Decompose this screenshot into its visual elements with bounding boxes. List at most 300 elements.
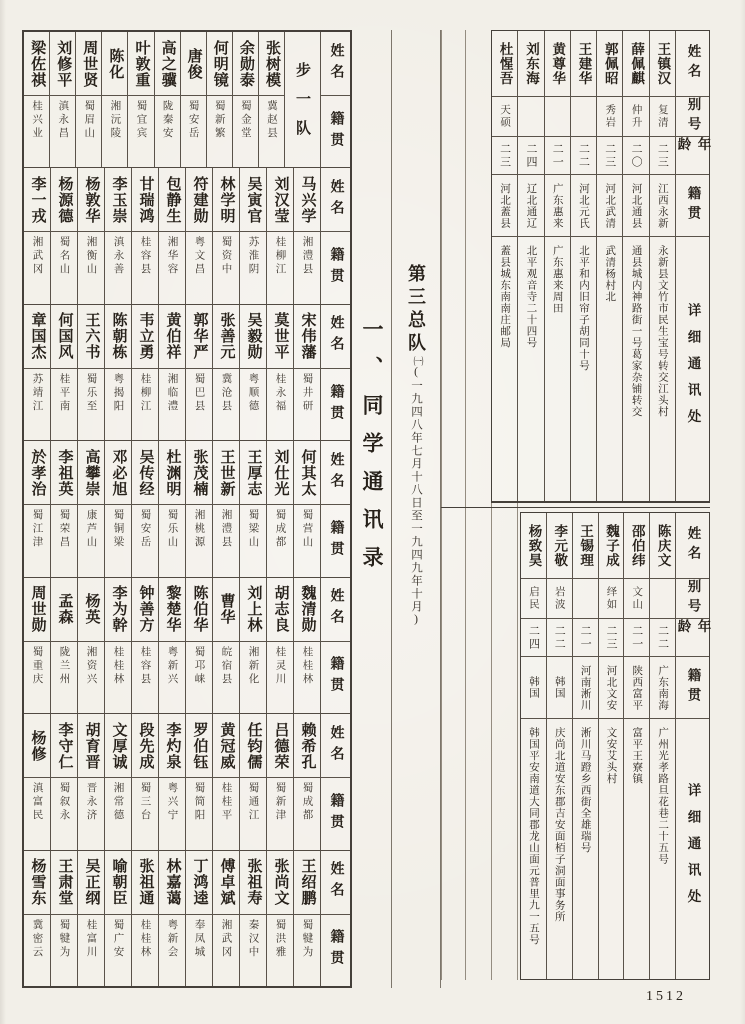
person-address: 武清杨村北 (604, 245, 616, 303)
person-origin: 陇兰州 (58, 645, 70, 687)
unit-heading (407, 264, 425, 627)
person-name: 叶敦重 (128, 32, 153, 96)
person-origin: 湘华容 (166, 236, 178, 277)
roster-band (24, 167, 350, 303)
person-origin: 桂兴业 (31, 100, 43, 141)
person-name: 甘瑞鸿 (132, 168, 158, 232)
person-age: 二四 (518, 137, 543, 175)
roster-band (24, 713, 350, 849)
person-name: 郭华严 (186, 305, 212, 369)
person-age: 二一 (545, 137, 570, 175)
person-age: 二二 (650, 619, 675, 657)
person-origin: 桂柳江 (274, 236, 286, 277)
roster-person-column (49, 32, 75, 167)
person-origin: 蜀新繁 (213, 100, 225, 141)
person-origin: 粤顺德 (247, 372, 259, 414)
person-origin: 桂桂林 (139, 918, 151, 960)
roster-person-column (293, 305, 320, 440)
person-name: 王六书 (78, 305, 104, 369)
person-origin: 湘常德 (112, 782, 124, 823)
contact-header-alias: 别号 (676, 579, 709, 619)
person-name: 黄冠威 (213, 714, 239, 778)
person-age: 二四 (521, 619, 546, 657)
person-origin: 蜀邛崃 (193, 645, 205, 687)
person-name: 邵伯纬 (624, 513, 649, 579)
roster-person-column (131, 851, 158, 986)
person-origin: 桂容县 (139, 645, 151, 687)
person-name: 张茂楠 (186, 441, 212, 505)
person-address: 韩国平安南道大同郡龙山面元普里九一五号 (527, 727, 539, 946)
roster-origin-header: 籍贯 (328, 247, 344, 290)
roster-person-column (158, 441, 185, 576)
roster-header-column (320, 32, 350, 167)
person-origin: 蜀成都 (301, 782, 313, 823)
person-name: 王肃堂 (51, 851, 77, 915)
contact-header-origin: 籍贯 (676, 175, 709, 237)
person-name: 杜惺吾 (492, 31, 517, 97)
person-origin: 湘桃源 (193, 509, 205, 550)
roster-name-header: 姓名 (321, 441, 350, 505)
person-origin: 河北通县 (623, 175, 648, 237)
person-origin: 湘衡山 (85, 236, 97, 277)
unit-strip (392, 30, 441, 988)
person-address: 庆尚北道安东郡吉安面栢子洞面事务所 (553, 727, 565, 923)
person-origin: 蜀宜宾 (135, 100, 147, 141)
person-name: 王镇汉 (650, 31, 675, 97)
person-name: 陈朝栋 (105, 305, 131, 369)
roster-person-column (266, 305, 293, 440)
roster-band (24, 32, 350, 167)
roster-header-column (320, 578, 350, 713)
roster-person-column (131, 305, 158, 440)
person-origin: 湘武冈 (31, 236, 43, 277)
contact-person-column (544, 31, 570, 501)
person-name: 王厚志 (240, 441, 266, 505)
person-name: 韦立勇 (132, 305, 158, 369)
person-origin: 粤新兴 (166, 645, 178, 687)
person-name: 孟森 (51, 578, 77, 642)
roster-person-column (50, 714, 77, 849)
contact-header-age: 年龄 (676, 619, 709, 657)
platoon-label: 步一队 (284, 32, 320, 167)
person-name: 包静生 (159, 168, 185, 232)
person-address: 蓋县城东南南庄邮局 (499, 245, 511, 349)
roster-person-column (293, 714, 320, 849)
roster-person-column (185, 851, 212, 986)
person-name: 杨修 (24, 714, 50, 778)
person-origin: 苏淮阴 (247, 236, 259, 277)
roster-person-column (293, 441, 320, 576)
person-alias (573, 579, 598, 619)
person-name: 周世勋 (24, 578, 50, 642)
person-name: 钟善方 (132, 578, 158, 642)
person-origin: 粤文昌 (193, 236, 205, 277)
person-origin: 蜀犍为 (58, 918, 70, 960)
person-name: 杨英 (78, 578, 104, 642)
person-age: 二三 (597, 137, 622, 175)
roster-person-column (24, 32, 49, 167)
person-origin: 江西永新 (650, 175, 675, 237)
contact-person-column (623, 513, 649, 979)
person-name: 李为幹 (105, 578, 131, 642)
person-origin: 粤揭阳 (112, 372, 124, 414)
person-origin: 粤兴宁 (166, 782, 178, 823)
section-title-strip (352, 30, 392, 988)
roster-person-column (212, 168, 239, 303)
roster-name-header: 姓名 (321, 851, 350, 915)
person-origin: 河北武清 (597, 175, 622, 237)
roster-name-header: 姓名 (321, 32, 350, 96)
person-name: 赖希孔 (294, 714, 320, 778)
person-name: 邓必旭 (105, 441, 131, 505)
person-alias (650, 579, 675, 619)
person-address: 淅川马蹬乡西街全雄瑞号 (579, 727, 591, 854)
person-origin: 湘武冈 (220, 918, 232, 960)
unit-note: ㈠ (411, 356, 422, 366)
roster-person-column (185, 441, 212, 576)
person-origin: 湘资兴 (85, 645, 97, 687)
roster-name-header: 姓名 (321, 714, 350, 778)
roster-person-column (104, 714, 131, 849)
person-name: 胡志良 (267, 578, 293, 642)
person-origin: 蜀安岳 (139, 509, 151, 550)
roster-band (24, 577, 350, 713)
person-name: 罗伯钰 (186, 714, 212, 778)
roster-person-column (24, 441, 50, 576)
unit-date-range: (一九四八年七月十八日至一九四九年十月) (410, 366, 422, 627)
person-origin: 蜀资中 (220, 236, 232, 277)
contact-header-addr: 详细通讯处 (685, 302, 701, 436)
person-origin: 桂柳江 (139, 372, 151, 414)
roster-person-column (185, 168, 212, 303)
person-name: 黄伯祥 (159, 305, 185, 369)
person-name: 李祖英 (51, 441, 77, 505)
person-alias: 启民 (521, 579, 546, 619)
person-origin: 广东惠来 (545, 175, 570, 237)
person-origin: 蜀洪雅 (274, 918, 286, 960)
person-name: 陈化 (102, 32, 127, 96)
person-name: 符建勋 (186, 168, 212, 232)
unit-name: 第三总队 (406, 264, 426, 356)
person-origin: 韩国 (521, 657, 546, 719)
person-name: 林嘉蔼 (159, 851, 185, 915)
person-name: 张善元 (213, 305, 239, 369)
contact-table-upper (491, 30, 710, 503)
person-name: 吴寅官 (240, 168, 266, 232)
person-name: 杨雪东 (24, 851, 50, 915)
roster-header-column (320, 305, 350, 440)
person-origin: 湘沅陵 (109, 100, 121, 141)
roster-person-column (131, 441, 158, 576)
roster-person-column (158, 168, 185, 303)
section-title: 一、同学通讯录 (360, 318, 384, 584)
roster-header-column (320, 851, 350, 986)
grid-rule (441, 30, 442, 980)
roster-person-column (206, 32, 232, 167)
person-name: 李灼泉 (159, 714, 185, 778)
contact-person-column (572, 513, 598, 979)
person-address: 通县城内神路街一号葛家杂铺转交 (630, 245, 642, 418)
roster-person-column (212, 851, 239, 986)
roster-name-header: 姓名 (321, 578, 350, 642)
person-origin: 桂平南 (58, 372, 70, 414)
person-alias: 复清 (650, 97, 675, 137)
person-origin: 湘澧县 (301, 236, 313, 277)
roster-table (22, 30, 352, 988)
roster-person-column (77, 578, 104, 713)
person-name: 周世贤 (76, 32, 101, 96)
person-origin: 桂容县 (139, 236, 151, 277)
person-origin: 桂富川 (85, 918, 97, 960)
person-name: 杨源德 (51, 168, 77, 232)
person-age: 二一 (573, 619, 598, 657)
roster-person-column (239, 851, 266, 986)
person-name: 任钧儒 (240, 714, 266, 778)
person-origin: 秦汉中 (247, 918, 259, 960)
person-origin: 蜀乐至 (85, 372, 97, 414)
person-origin: 河南淅川 (573, 657, 598, 719)
person-origin: 苏靖江 (31, 372, 43, 414)
person-name: 梁佐祺 (24, 32, 49, 96)
roster-person-column (212, 305, 239, 440)
person-origin: 蜀简阳 (193, 782, 205, 823)
person-origin: 桂桂平 (220, 782, 232, 823)
roster-person-column (266, 714, 293, 849)
roster-band (24, 440, 350, 576)
person-age: 二〇 (623, 137, 648, 175)
person-origin: 蜀重庆 (31, 645, 43, 687)
person-origin: 冀沧县 (220, 372, 232, 414)
person-name: 陈伯华 (186, 578, 212, 642)
roster-person-column (185, 578, 212, 713)
roster-person-column (131, 714, 158, 849)
roster-person-column (104, 578, 131, 713)
roster-person-column (293, 578, 320, 713)
roster-person-column (104, 168, 131, 303)
contact-person-column (492, 31, 517, 501)
person-name: 吴正纲 (78, 851, 104, 915)
person-origin: 蜀通江 (247, 782, 259, 823)
person-name: 杜渊明 (159, 441, 185, 505)
person-origin: 蜀江津 (31, 509, 43, 550)
roster-origin-header: 籍贯 (328, 519, 344, 562)
contact-header-origin: 籍贯 (676, 657, 709, 719)
person-name: 张树模 (259, 32, 284, 96)
person-origin: 河北元氏 (571, 175, 596, 237)
person-origin: 蜀新津 (274, 782, 286, 823)
person-name: 何其太 (294, 441, 320, 505)
person-alias: 岩波 (547, 579, 572, 619)
person-origin: 奉凤城 (193, 918, 205, 960)
grid-rule (465, 30, 466, 980)
roster-person-column (77, 168, 104, 303)
contact-header-age: 年龄 (676, 137, 709, 175)
roster-person-column (154, 32, 180, 167)
person-name: 魏子成 (599, 513, 624, 579)
person-name: 李守仁 (51, 714, 77, 778)
person-name: 高之骥 (155, 32, 180, 96)
person-age: 二二 (547, 619, 572, 657)
person-name: 张祖寿 (240, 851, 266, 915)
person-name: 魏清勋 (294, 578, 320, 642)
roster-person-column (258, 32, 284, 167)
roster-person-column (77, 851, 104, 986)
person-name: 余勋泰 (233, 32, 258, 96)
roster-person-column (104, 851, 131, 986)
person-origin: 皖宿县 (220, 645, 232, 687)
contact-person-column (649, 513, 675, 979)
person-alias: 绎如 (599, 579, 624, 619)
roster-person-column (185, 305, 212, 440)
person-name: 郭佩昭 (597, 31, 622, 97)
contact-person-column (598, 513, 624, 979)
person-origin: 蜀叙永 (58, 782, 70, 823)
person-name: 刘东海 (518, 31, 543, 97)
person-alias: 天硕 (492, 97, 517, 137)
person-address: 北平和内旧帘子胡同十号 (578, 245, 590, 372)
person-origin: 湘澧县 (220, 509, 232, 550)
roster-person-column (239, 441, 266, 576)
person-address: 富平王寮镇 (631, 727, 643, 785)
person-origin: 桂永福 (274, 372, 286, 414)
person-name: 何明镜 (207, 32, 232, 96)
roster-person-column (104, 305, 131, 440)
person-origin: 粤新会 (166, 918, 178, 960)
person-origin: 蜀安岳 (187, 100, 199, 141)
person-name: 张尚文 (267, 851, 293, 915)
person-origin: 桂桂林 (301, 645, 313, 687)
roster-name-header: 姓名 (321, 305, 350, 369)
person-origin: 蜀营山 (301, 509, 313, 550)
person-name: 杨敦华 (78, 168, 104, 232)
person-origin: 滇富民 (31, 782, 43, 823)
roster-person-column (185, 714, 212, 849)
person-name: 李玉崇 (105, 168, 131, 232)
person-origin: 康芦山 (85, 509, 97, 550)
person-name: 刘上林 (240, 578, 266, 642)
person-origin: 蜀铜梁 (112, 509, 124, 550)
roster-person-column (24, 851, 50, 986)
person-origin: 蜀三台 (139, 782, 151, 823)
person-alias: 秀岩 (597, 97, 622, 137)
person-name: 张祖通 (132, 851, 158, 915)
roster-origin-header: 籍贯 (328, 656, 344, 699)
person-address: 永新县文竹市民生宝号转交江头村 (656, 245, 668, 418)
person-origin: 滇永昌 (57, 100, 69, 141)
person-origin: 广东南海 (650, 657, 675, 719)
person-name: 杨致昊 (521, 513, 546, 579)
contact-header-addr: 详细通讯处 (685, 782, 701, 916)
person-name: 刘修平 (50, 32, 75, 96)
roster-name-header: 姓名 (321, 168, 350, 232)
roster-person-column (127, 32, 153, 167)
person-name: 喻朝臣 (105, 851, 131, 915)
contact-header-name: 姓名 (676, 513, 709, 579)
roster-person-column (50, 305, 77, 440)
person-name: 吴毅勋 (240, 305, 266, 369)
person-address: 文安艾头村 (605, 727, 617, 785)
person-name: 宋伟藩 (294, 305, 320, 369)
person-origin: 韩国 (547, 657, 572, 719)
person-age: 二三 (650, 137, 675, 175)
person-origin: 河北蓋县 (492, 175, 517, 237)
person-name: 吴传经 (132, 441, 158, 505)
person-origin: 蜀梁山 (247, 509, 259, 550)
roster-person-column (293, 851, 320, 986)
roster-person-column (77, 441, 104, 576)
roster-band (24, 304, 350, 440)
person-origin: 蜀成都 (274, 509, 286, 550)
contact-person-column (570, 31, 596, 501)
page-number: 1512 (646, 989, 686, 1004)
person-name: 王建华 (571, 31, 596, 97)
roster-person-column (158, 714, 185, 849)
person-age: 二三 (599, 619, 624, 657)
roster-person-column (232, 32, 258, 167)
person-origin: 晋永济 (85, 782, 97, 823)
person-name: 刘仕光 (267, 441, 293, 505)
person-origin: 蜀金堂 (239, 100, 251, 141)
person-name: 陈庆文 (650, 513, 675, 579)
person-name: 王世新 (213, 441, 239, 505)
roster-person-column (131, 578, 158, 713)
person-age: 二三 (492, 137, 517, 175)
roster-person-column (50, 168, 77, 303)
roster-person-column (239, 714, 266, 849)
roster-header-column (320, 441, 350, 576)
roster-person-column (158, 578, 185, 713)
roster-person-column (24, 168, 50, 303)
person-origin: 陇秦安 (161, 100, 173, 141)
person-name: 唐俊 (181, 32, 206, 96)
person-name: 李元敬 (547, 513, 572, 579)
person-alias (518, 97, 543, 137)
roster-person-column (77, 305, 104, 440)
contact-table-lower (520, 512, 710, 980)
roster-person-column (239, 578, 266, 713)
person-origin: 蜀名山 (58, 236, 70, 277)
roster-person-column (212, 441, 239, 576)
roster-person-column (24, 714, 50, 849)
contact-person-column (521, 513, 546, 979)
roster-band (24, 850, 350, 986)
roster-person-column (158, 851, 185, 986)
table-divider-rule (441, 507, 710, 508)
person-name: 傅卓斌 (213, 851, 239, 915)
roster-person-column (293, 168, 320, 303)
roster-header-column (320, 714, 350, 849)
roster-person-column (239, 168, 266, 303)
person-name: 吕德荣 (267, 714, 293, 778)
roster-person-column (158, 305, 185, 440)
roster-header-column (320, 168, 350, 303)
person-name: 胡育晋 (78, 714, 104, 778)
roster-person-column (77, 714, 104, 849)
roster-person-column (50, 441, 77, 576)
person-name: 黄尊华 (545, 31, 570, 97)
person-age: 二二 (571, 137, 596, 175)
contact-header-name: 姓名 (676, 31, 709, 97)
roster-person-column (266, 168, 293, 303)
roster-person-column (266, 851, 293, 986)
person-origin: 陕西富平 (624, 657, 649, 719)
person-alias (545, 97, 570, 137)
person-name: 林学明 (213, 168, 239, 232)
person-name: 於孝治 (24, 441, 50, 505)
person-alias (571, 97, 596, 137)
person-origin: 河北文安 (599, 657, 624, 719)
person-address: 广州光孝路旦花巷二十五号 (657, 727, 669, 865)
